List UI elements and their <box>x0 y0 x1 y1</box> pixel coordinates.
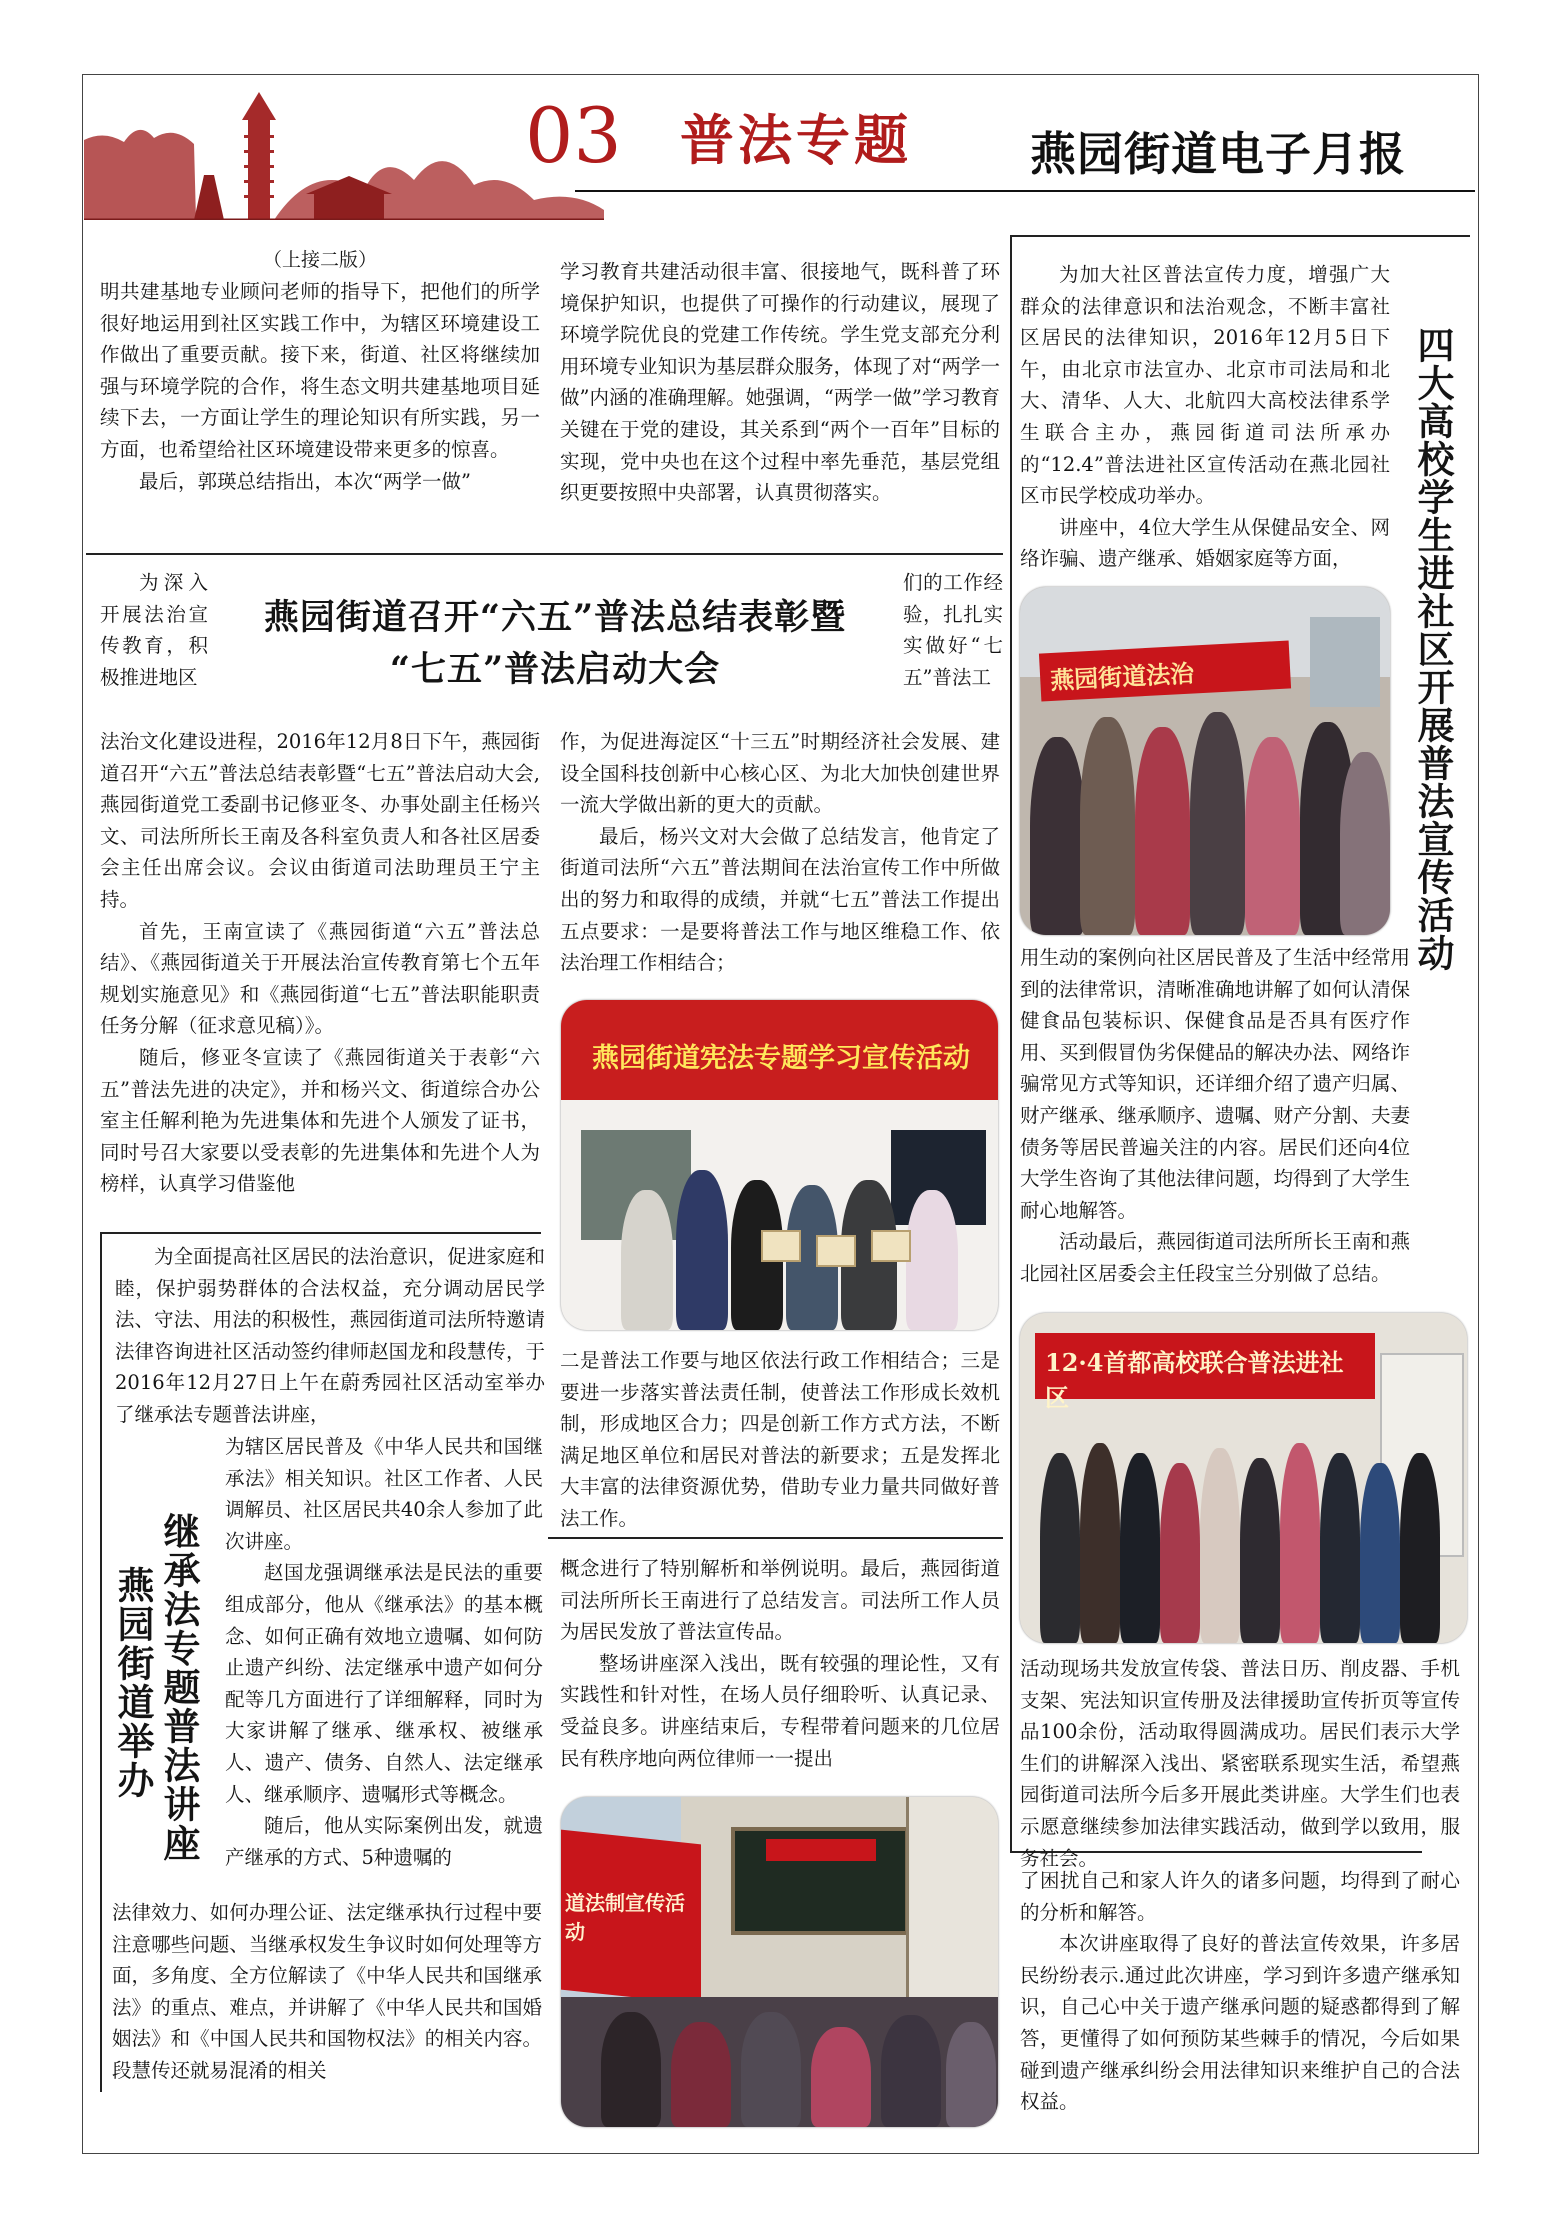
masthead: 燕园街道电子月报 <box>1030 127 1406 181</box>
section-title: 普法专题 <box>680 108 912 172</box>
inherit-col-3: 了困扰自己和家人许久的诸多问题，均得到了耐心的分析和解答。 本次讲座取得了良好的普法宣传效果，许多居民纷纷表示.通过此次讲座，学习到许多遗产继承知识，自己心中关于遗产继承问题的疑惑都得到了解答，更懂得了如何预防某些棘手的情况，今后如果碰到遗产继承纠纷会用法律知识来维护自己的合法权益。 <box>1020 1869 1460 2114</box>
photo-constitution-study: 燕园街道宪法专题学习宣传活动 <box>561 1000 998 1330</box>
header-rule <box>575 190 1475 192</box>
paragraph: 学习教育共建活动很丰富、很接地气，既科普了环境保护知识，也提供了可操作的行动建议，展现了环境学院优良的党建工作传统。学生党支部充分利用环境专业知识为基层群众服务，体现了对“两学一做”内涵的准确理解。她强调，“两学一做”学习教育关键在于党的建设，其关系到“两个一百年”目标的实现，党中央也在这个过程中率先垂范，基层党组织更要按照中央部署，认真贯彻落实。 <box>560 260 1000 505</box>
article-col-1: 法治文化建设进程，2016年12月8日下午，燕园街道召开“六五”普法总结表彰暨“七五”普法启动大会,燕园街道党工委副书记修亚冬、办事处副主任杨兴文、司法所所长王南及各科室负责人和各社区居委会主任出席会议。会议由街道司法助理员王宁主持。 首先，王南宣读了《燕园街道“六五”普法总结》、《燕园街道关于开展法治宣传教育第七个五年规划实施意见》和《燕园街道“七五”普法职能职责任务分解（征求意见稿）》。 随后，修亚冬宣读了《燕园街道关于表彰“六五”普法先进的决定》，并和杨兴文、街道综合办公室主任解利艳为先进集体和先进个人颁发了证书，同时号召大家要以受表彰的先进集体和先进个人为榜样，认真学习借鉴他 <box>100 730 540 1196</box>
divider <box>100 1232 541 1234</box>
divider <box>1010 235 1470 237</box>
divider <box>1010 235 1012 1853</box>
students-col-c: 活动现场共发放宣传袋、普法日历、削皮器、手机支架、宪法知识宣传册及法律援助宣传折页等宣传品100余份，活动取得圆满成功。居民们表示大学生们的讲解深入浅出、紧密联系现实生活，希望燕园街道司法所今后多开展此类讲座。大学生们也表示愿意继续参加法律实践活动，做到学以致用，服务社会。 <box>1020 1657 1460 1870</box>
inherit-title: 继承法专题普法讲座 <box>157 1512 201 1863</box>
photo-lecture-audience: 燕园街道法治 <box>1020 587 1390 935</box>
continued-block-2 <box>560 256 1000 509</box>
intro-left: 为深入开展法治宣传教育，积极推进地区 <box>100 571 208 689</box>
photo-group: 12·4首都高校联合普法进社区 <box>1020 1313 1467 1643</box>
students-title: 四大高校学生进社区开展普法宣传活动 <box>1411 326 1455 972</box>
continued-label: （上接二版） <box>262 249 377 271</box>
inherit-intro: 为全面提高社区居民的法治意识，促进家庭和睦，保护弱势群体的合法权益，充分调动居民学法、守法、用法的积极性，燕园街道司法所特邀请法律咨询进社区活动签约律师赵国龙和段慧传，于2016年12月27日上午在蔚秀园社区活动室举办了继承法专题普法讲座， <box>115 1245 545 1426</box>
paragraph: 最后，郭瑛总结指出，本次“两学一做” <box>139 469 471 493</box>
students-col-a: 为加大社区普法宣传力度，增强广大群众的法律意识和法治观念，不断丰富社区居民的法律知识，2016年12月5日下午，由北京市法宣办、北京市司法局和北大、清华、人大、北航四大高校法律系学生联合主办，燕园街道司法所承办的“12.4”普法进社区宣传活动在燕北园社区市民学校成功举办。 讲座中，4位大学生从保健品安全、网络诈骗、遗产继承、婚姻家庭等方面， <box>1020 263 1390 571</box>
article-col-2: 作，为促进海淀区“十三五”时期经济社会发展、建设全国科技创新中心核心区、为北大加快创建世界一流大学做出新的更大的贡献。 最后，杨兴文对大会做了总结发言，他肯定了街道司法所“六五”普法期间在法治宣传工作中所做出的努力和取得的成绩，并就“七五”普法工作提出五点要求：一是要将普法工作与地区维稳工作、依法治理工作相结合； <box>560 730 1000 975</box>
divider <box>86 553 1003 555</box>
inherit-col-2: 概念进行了特别解析和举例说明。最后，燕园街道司法所所长王南进行了总结发言。司法所工作人员为居民发放了普法宣传品。 整场讲座深入浅出，既有较强的理论性，又有实践性和针对性，在场人员仔细聆听、认真记录、受益良多。讲座结束后，专程带着问题来的几位居民有秩序地向两位律师一一提出 <box>560 1557 1000 1770</box>
intro-right: 们的工作经验，扎扎实实做好“七五”普法工 <box>903 571 1003 689</box>
inherit-col-1a: 为辖区居民普及《中华人民共和国继承法》相关知识。社区工作者、人民调解员、社区居民共40余人参加了此次讲座。 赵国龙强调继承法是民法的重要组成部分，他从《继承法》的基本概念、如何正确有效地立遗嘱、如何防止遗产纠纷、法定继承中遗产如何分配等几方面进行了详细解释，同时为大家讲解了继承、继承权、被继承人、遗产、债务、自然人、法定继承人、继承顺序、遗嘱形式等概念。 随后，他从实际案例出发，就遗产继承的方式、5种遗嘱的 <box>225 1435 543 1869</box>
inherit-col-1b: 法律效力、如何办理公证、法定继承执行过程中要注意哪些问题、当继承权发生争议时如何处理等方面，多角度、全方位解读了《中华人民共和国继承法》的重点、难点，并讲解了《中华人民共和国婚姻法》和《中国人民共和国物权法》的相关内容。段慧传还就易混淆的相关 <box>112 1901 542 2082</box>
photo-lecture-room: 道法制宣传活动 <box>561 1797 998 2127</box>
divider <box>100 1232 102 2092</box>
divider <box>548 1537 1003 1539</box>
paragraph: 明共建基地专业顾问老师的指导下，把他们的所学很好地运用到社区实践工作中，为辖区环境建设工作做出了重要贡献。接下来，街道、社区将继续加强与环境学院的合作，将生态文明共建基地项目延续下去，一方面让学生的理论知识有所实践，另一方面，也希望给社区环境建设带来更多的惊喜。 <box>100 280 540 461</box>
students-col-b: 用生动的案例向社区居民普及了生活中经常用到的法律常识，清晰准确地讲解了如何认清保健食品包装标识、保健食品是否具有医疗作用、买到假冒伪劣保健品的解决办法、网络诈骗常见方式等知识，还详细介绍了遗产归属、财产继承、继承顺序、遗嘱、财产分割、夫妻债务等居民普遍关注的内容。居民们还向4位大学生咨询了其他法律问题，均得到了大学生耐心地解答。 活动最后，燕园街道司法所所长王南和燕北园社区居委会主任段宝兰分别做了总结。 <box>1020 946 1411 1285</box>
page-number: 03 <box>525 91 622 180</box>
article-col-2b: 二是普法工作要与地区依法行政工作相结合；三是要进一步落实普法责任制，使普法工作形成长效机制，形成地区合力；四是创新工作方式方法，不断满足地区单位和居民对普法的新要求；五是发挥北大丰富的法律资源优势，借助专业力量共同做好普法工作。 <box>560 1349 1000 1530</box>
continued-block <box>100 244 540 497</box>
article-headline: 燕园街道召开“六五”普法总结表彰暨 “七五”普法启动大会 <box>263 597 847 690</box>
inherit-subtitle: 燕园街道举办 <box>111 1566 155 1800</box>
